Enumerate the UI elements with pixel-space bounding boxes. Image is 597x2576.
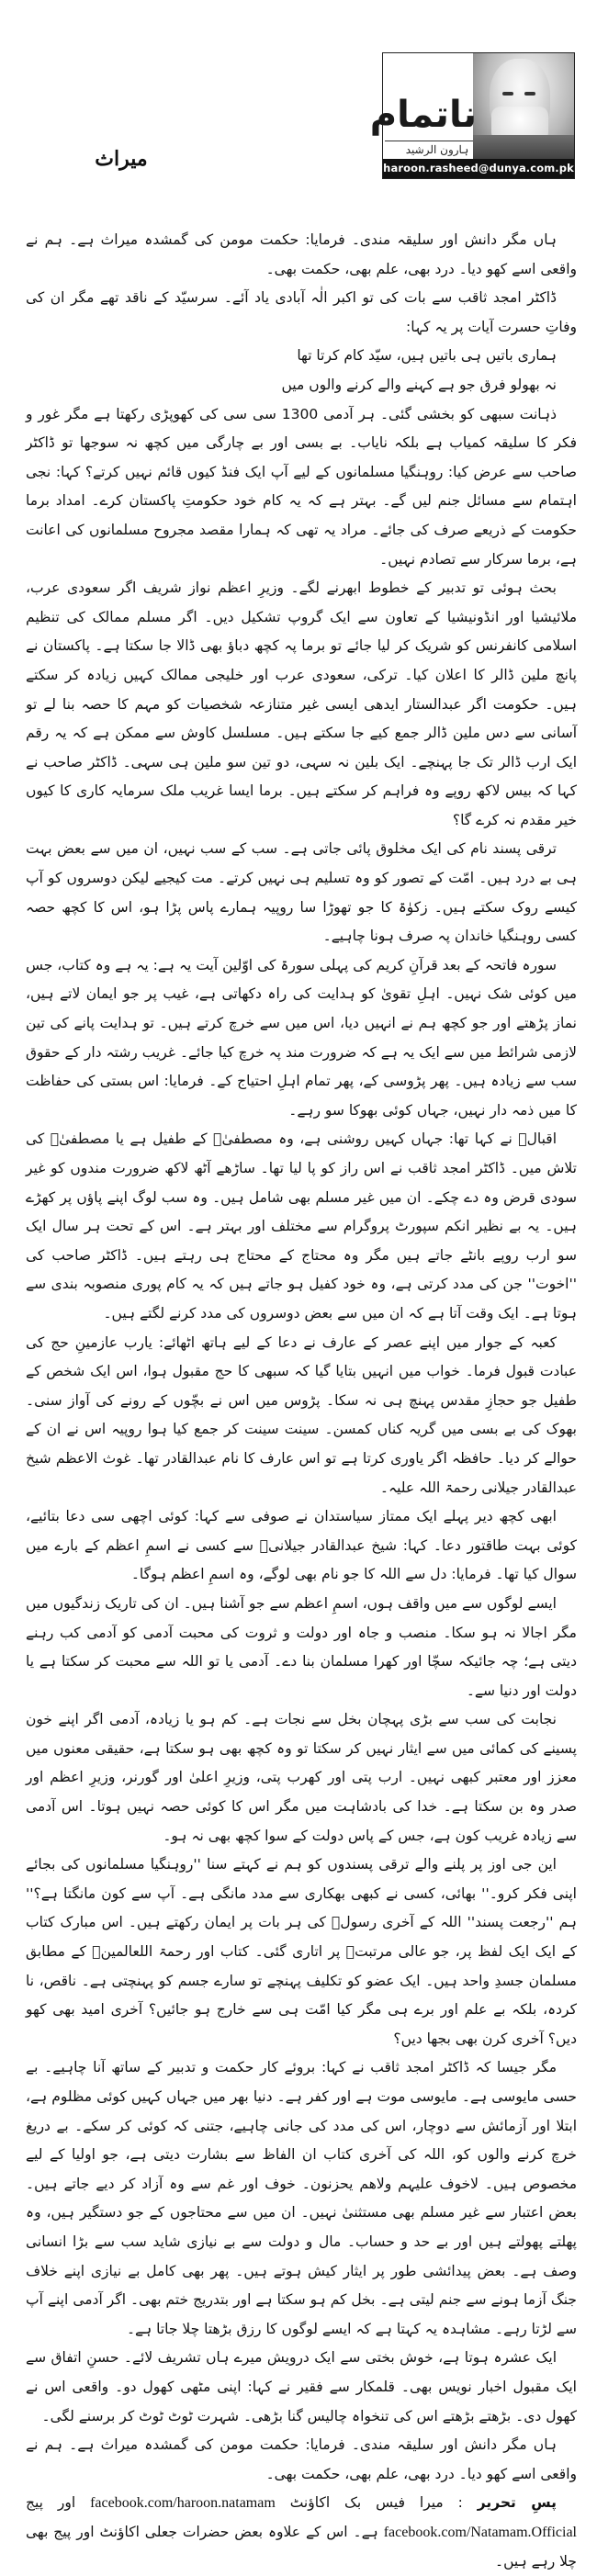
postscript-text: ہے۔ اس کے علاوہ بعض حضرات جعلی اکاؤنٹ اور پیج بھی چلا رہے ہیں۔: [26, 2523, 577, 2570]
column-logo: ناتمام: [369, 94, 477, 136]
author-name: ہارون الرشید: [405, 143, 469, 156]
paragraph: ہاں مگر دانش اور سلیقہ مندی۔ فرمایا: حکمت مومن کی گمشدہ میراث ہے۔ ہم نے واقعی اسے کھو دیا۔ درد بھی، علم بھی، حکمت بھی۔: [26, 231, 577, 277]
verse-line: ہماری باتیں ہی باتیں ہیں، سیّد کام کرتا تھا: [297, 347, 557, 365]
paragraph: ایک عشرہ ہوتا ہے، خوش بختی سے ایک درویش میرے ہاں تشریف لائے۔ حسنِ اتفاق سے ایک مقبول اخبار نویس بھی۔ قلمکار سے فقیر نے کہا: اپنی مٹھی کھول دو۔ واقعی اس نے کھول دی۔ بڑھتے بڑھتے اس کی تنخواہ چالیس گنا بڑھی۔ شہرت ٹوٹ ٹوٹ کر برسنے لگی۔: [26, 2349, 577, 2424]
paragraph: ہاں مگر دانش اور سلیقہ مندی۔ فرمایا: حکمت مومن کی گمشدہ میراث ہے۔ ہم نے واقعی اسے کھو دیا۔ درد بھی، علم بھی، حکمت بھی۔: [26, 2436, 577, 2482]
verse-line: نہ بھولو فرق جو ہے کہنے والے کرنے والوں میں: [281, 376, 557, 393]
author-eye-graphic: [502, 92, 513, 96]
author-portrait: [473, 53, 574, 161]
author-email[interactable]: haroon.rasheed@dunya.com.pk: [383, 159, 574, 178]
postscript-label: پسِ تحریر: [477, 2494, 557, 2512]
paragraph: ذہانت سبھی کو بخشی گئی۔ ہر آدمی 1300 سی سی کی کھوپڑی رکھتا ہے مگر غور و فکر کا سلیقہ کمیاب ہے بلکہ نایاب۔ بے بسی اور بے چارگی میں کچھ نہ سوجھا تو ڈاکٹر صاحب سے عرض کیا: روہنگیا مسلمانوں کے لیے آپ ایک فنڈ کیوں قائم نہیں کرتے؟ کہا: نجی اہتمام سے مسائل جنم لیں گے۔ بہتر ہے کہ یہ کام خود حکومتِ پاکستان کرے۔ امداد برما حکومت کے ذریعے صرف کی جائے۔ مراد یہ تھی کہ ہمارا مقصد مجروح مسلمانوں کی اعانت ہے، برما سرکار سے تصادم نہیں۔: [26, 405, 577, 568]
facebook-page-link[interactable]: facebook.com/Natamam.Official: [383, 2524, 577, 2540]
postscript-text: اور پیج: [26, 2494, 76, 2512]
paragraph: نجابت کی سب سے بڑی پہچان بخل سے نجات ہے۔ کم ہو یا زیادہ، آدمی اگر اپنے خون پسینے کی کمائی میں سے ایثار نہیں کر سکتا تو وہ کچھ بھی ہو سکتا ہے، حقیقی معنوں میں معزز اور معتبر کبھی نہیں۔ ارب پتی اور کھرب پتی، وزیرِ اعلیٰ اور گورنر، وزیرِ اعظم اور صدر وہ بن سکتا ہے۔ خدا کی بادشاہت میں مگر اس کا کوئی حصہ نہیں ہوتا۔ اس آدمی سے زیادہ غریب کون ہے، جس کے پاس دولت کے سوا کچھ بھی نہ ہو۔: [26, 1711, 577, 1844]
postscript: [26, 2489, 577, 2576]
author-eye-graphic: [524, 92, 535, 96]
column-banner: [369, 52, 575, 179]
article-body: [26, 226, 577, 2576]
column-header: [0, 0, 597, 211]
paragraph: ایسے لوگوں سے میں واقف ہوں، اسمِ اعظم سے جو آشنا ہیں۔ ان کی تاریک زندگیوں میں مگر اجالا نہ ہو سکا۔ منصب و جاہ اور دولت و ثروت کی محبت آدمی کو آدمی کب رہنے دیتی ہے؛ چہ جائیکہ سچّا اور کھرا مسلمان بنا دے۔ آدمی یا تو اللہ سے محبت کر سکتا ہے یا دولت اور دنیا سے۔: [26, 1594, 577, 1699]
paragraph: ترقی پسند نام کی ایک مخلوق پائی جاتی ہے۔ سب کے سب نہیں، ان میں سے بعض بہت ہی بے درد ہیں۔ امّت کے تصور کو وہ تسلیم ہی نہیں کرتے۔ مت کیجیے لیکن دوسروں کو آپ کیسے روک سکتے ہیں۔ زکوٰۃ کا جو تھوڑا سا روپیہ ہمارے پاس پڑا ہو، اس کا کچھ حصہ کسی روہنگیا خاندان پہ صرف ہونا چاہیے۔: [26, 840, 577, 945]
paragraph: سورہ فاتحہ کے بعد قرآنِ کریم کی پہلی سورۃ کی اوّلین آیت یہ ہے: یہ ہے وہ کتاب، جس میں کوئی شک نہیں۔ اہلِ تقویٰ کو ہدایت کی راہ دکھاتی ہے، غیب پر جو ایمان لاتے ہیں، نماز پڑھتے اور جو کچھ ہم نے انہیں دیا، اس میں سے خرچ کرتے ہیں۔ تو ہدایت پانے کی تین لازمی شرائط میں سے ایک یہ ہے کہ ضرورت مند پہ خرچ کیا جائے۔ غریب رشتہ دار کے حقوق سب سے زیادہ ہیں۔ پھر پڑوسی کے، پھر تمام اہلِ احتیاج کے۔ فرمایا: اس بستی کی حفاظت کا میں ذمہ دار نہیں، جہاں کوئی بھوکا سو رہے۔: [26, 956, 577, 1119]
postscript-text: : میرا فیس بک اکاؤنٹ: [289, 2494, 463, 2512]
author-coat-graphic: [473, 135, 574, 161]
paragraph: بحث ہوئی تو تدبیر کے خطوط ابھرنے لگے۔ وزیرِ اعظم نواز شریف اگر سعودی عرب، ملائیشیا اور انڈونیشیا کے تعاون سے ایک گروپ تشکیل دیں۔ اگر مسلم ممالک کی تنظیم اسلامی کانفرنس کو شریک کر لیا جائے تو برما پہ کچھ دباؤ بھی ڈالا جا سکتا ہے۔ پاکستان نے پانچ ملین ڈالر کا اعلان کیا۔ ترکی، سعودی عرب اور خلیجی ممالک کہیں زیادہ کر سکتے ہیں۔ حکومت اگر عبدالستار ایدھی ایسی غیر متنازعہ شخصیات کو مہم کا حصہ بنا لے تو آسانی سے دس ملین ڈالر جمع کیے جا سکتے ہیں۔ مسلسل کاوش سے ممکن ہے کہ یہ رقم ایک ارب ڈالر تک جا پہنچے۔ ایک بلین نہ سہی، دو تین سو ملین ہی سہی۔ ڈاکٹر صاحب نے کہا کہ بیس لاکھ روپے وہ فراہم کر سکتے ہیں۔ برما ایسا غریب ملک سرمایہ کاری کا کیوں خیر مقدم نہ کرے گا؟: [26, 579, 577, 828]
paragraph: اقبالؔ نے کہا تھا: جہاں کہیں روشنی ہے، وہ مصطفیٰؐ کے طفیل ہے یا مصطفیٰؐ کی تلاش میں۔ ڈاکٹر امجد ثاقب نے اس راز کو پا لیا تھا۔ ساڑھے آٹھ لاکھ ضرورت مندوں کو غیر سودی قرض وہ دے چکے۔ ان میں غیر مسلم بھی شامل ہیں۔ وہ سب لوگ اپنے پاؤں پر کھڑے ہیں۔ یہ بے نظیر انکم سپورٹ پروگرام سے مختلف اور بہتر ہے۔ اس کے تحت ہر سال ایک سو ارب روپے بانٹے جاتے ہیں مگر وہ محتاج کے محتاج ہی رہتے ہیں۔ ڈاکٹر صاحب کی ''اخوت'' جن کی مدد کرتی ہے، وہ خود کفیل ہو جاتے ہیں کہ یہ کام پوری منصوبہ بندی سے ہوتا ہے۔ ایک وقت آتا ہے کہ ان میں سے بعض دوسروں کی مدد کرنے لگتے ہیں۔: [26, 1131, 577, 1322]
paragraph: ڈاکٹر امجد ثاقب سے بات کی تو اکبر الٰہ آبادی یاد آئے۔ سرسیّد کے ناقد تھے مگر ان کی وفاتِ حسرت آیات پر یہ کہا:: [26, 289, 577, 335]
paragraph: ابھی کچھ دیر پہلے ایک ممتاز سیاستدان نے صوفی سے کہا: کوئی اچھی سی دعا بتائیے، کوئی بہت طاقتور دعا۔ کہا: شیخ عبدالقادر جیلانیؒ سے کسی نے اسمِ اعظم کے بارے میں سوال کیا تھا۔ فرمایا: دل سے اللہ کا جو نام بھی لوگے، وہ اسمِ اعظم ہوگا۔: [26, 1508, 577, 1583]
paragraph: کعبہ کے جوار میں اپنے عصر کے عارف نے دعا کے لیے ہاتھ اٹھائے: یارب عازمینِ حج کی عبادت قبول فرما۔ خواب میں انہیں بتایا گیا کہ سبھی کا حج مقبول ہوا، اس ایک شخص کے طفیل جو حجازِ مقدس پہنچ ہی نہ سکا۔ پڑوس میں اس نے بچّوں کے رونے کی آواز سنی۔ بھوک کی بے بسی میں گریہ کناں کمسن۔ سینت سینت کر جمع کیا ہوا روپیہ اس نے ان کے حوالے کر دیا۔ حافظہ اگر یاوری کرتا ہے تو اس عارف کا نام عبدالقادر تھا۔ غوث الاعظم شیخ عبدالقادر جیلانی رحمۃ اللہ علیہ۔: [26, 1333, 577, 1496]
paragraph: این جی اوز پر پلنے والے ترقی پسندوں کو ہم نے کہتے سنا ''روہنگیا مسلمانوں کی بجائے اپنی فکر کرو۔'' بھائی، کسی نے کبھی بھکاری سے مدد مانگی ہے۔ آپ سے کون مانگتا ہے؟'' ہم ''رجعت پسند'' اللہ کے آخری رسولؐ کی ہر بات پر ایمان رکھتے ہیں۔ اس مبارک کتاب کے ایک ایک لفظ پر، جو عالی مرتبتؐ پر اتاری گئی۔ کتاب اور رحمۃ اللعالمینؐ کے مطابق مسلمان جسدِ واحد ہیں۔ ایک عضو کو تکلیف پہنچے تو سارے جسم کو پہنچتی ہے۔ ناقص، نا کردہ، بلکہ بے علم اور برے ہی مگر کیا امّت ہی سے خارج ہو جائیں؟ آخری امید بھی کھو دیں؟ آخری کرن بھی بجھا دیں؟: [26, 1856, 577, 2047]
article-title: میراث: [95, 147, 148, 171]
facebook-account-link[interactable]: facebook.com/haroon.natamam: [90, 2495, 276, 2512]
paragraph: مگر جیسا کہ ڈاکٹر امجد ثاقب نے کہا: بروئے کار حکمت و تدبیر کے ساتھ آنا چاہیے۔ بے حسی مایوسی ہے۔ مایوسی موت ہے اور کفر ہے۔ دنیا بھر میں جہاں کہیں کوئی مظلوم ہے، ابتلا اور آزمائش سے دوچار، اس کی مدد کی جانی چاہیے، جتنی کہ کوئی کر سکے۔ بے دریغ خرچ کرنے والوں کو، اللہ کی آخری کتاب ان الفاظ سے بشارت دیتی ہے، جو اولیا کے لیے مخصوص ہیں۔ لاخوف علیہم ولاھم یحزنون۔ خوف اور غم سے وہ آزاد کر دیے جاتے ہیں۔ بعض اعتبار سے غیر مسلم بھی مستثنیٰ نہیں۔ ان میں سے محتاجوں کے جو دستگیر ہیں، وہ پھلتے پھولتے ہیں اور بے حد و حساب۔ مال و دولت سے بے نیازی شاید سب سے بڑا انسانی وصف ہے۔ بعض پیدائشی طور پر ایثار کیش ہوتے ہیں۔ پھر بھی کامل بے نیازی اپنے خلاف جنگ آزما ہونے سے جنم لیتی ہے۔ بخل کم ہو سکتا ہے اور بتدریج ختم بھی۔ اگر آدمی اپنے آپ سے لڑتا رہے۔ مشاہدہ یہ کہتا ہے کہ ایسے لوگوں کا رزق بڑھتا چلا جاتا ہے۔: [26, 2059, 577, 2337]
